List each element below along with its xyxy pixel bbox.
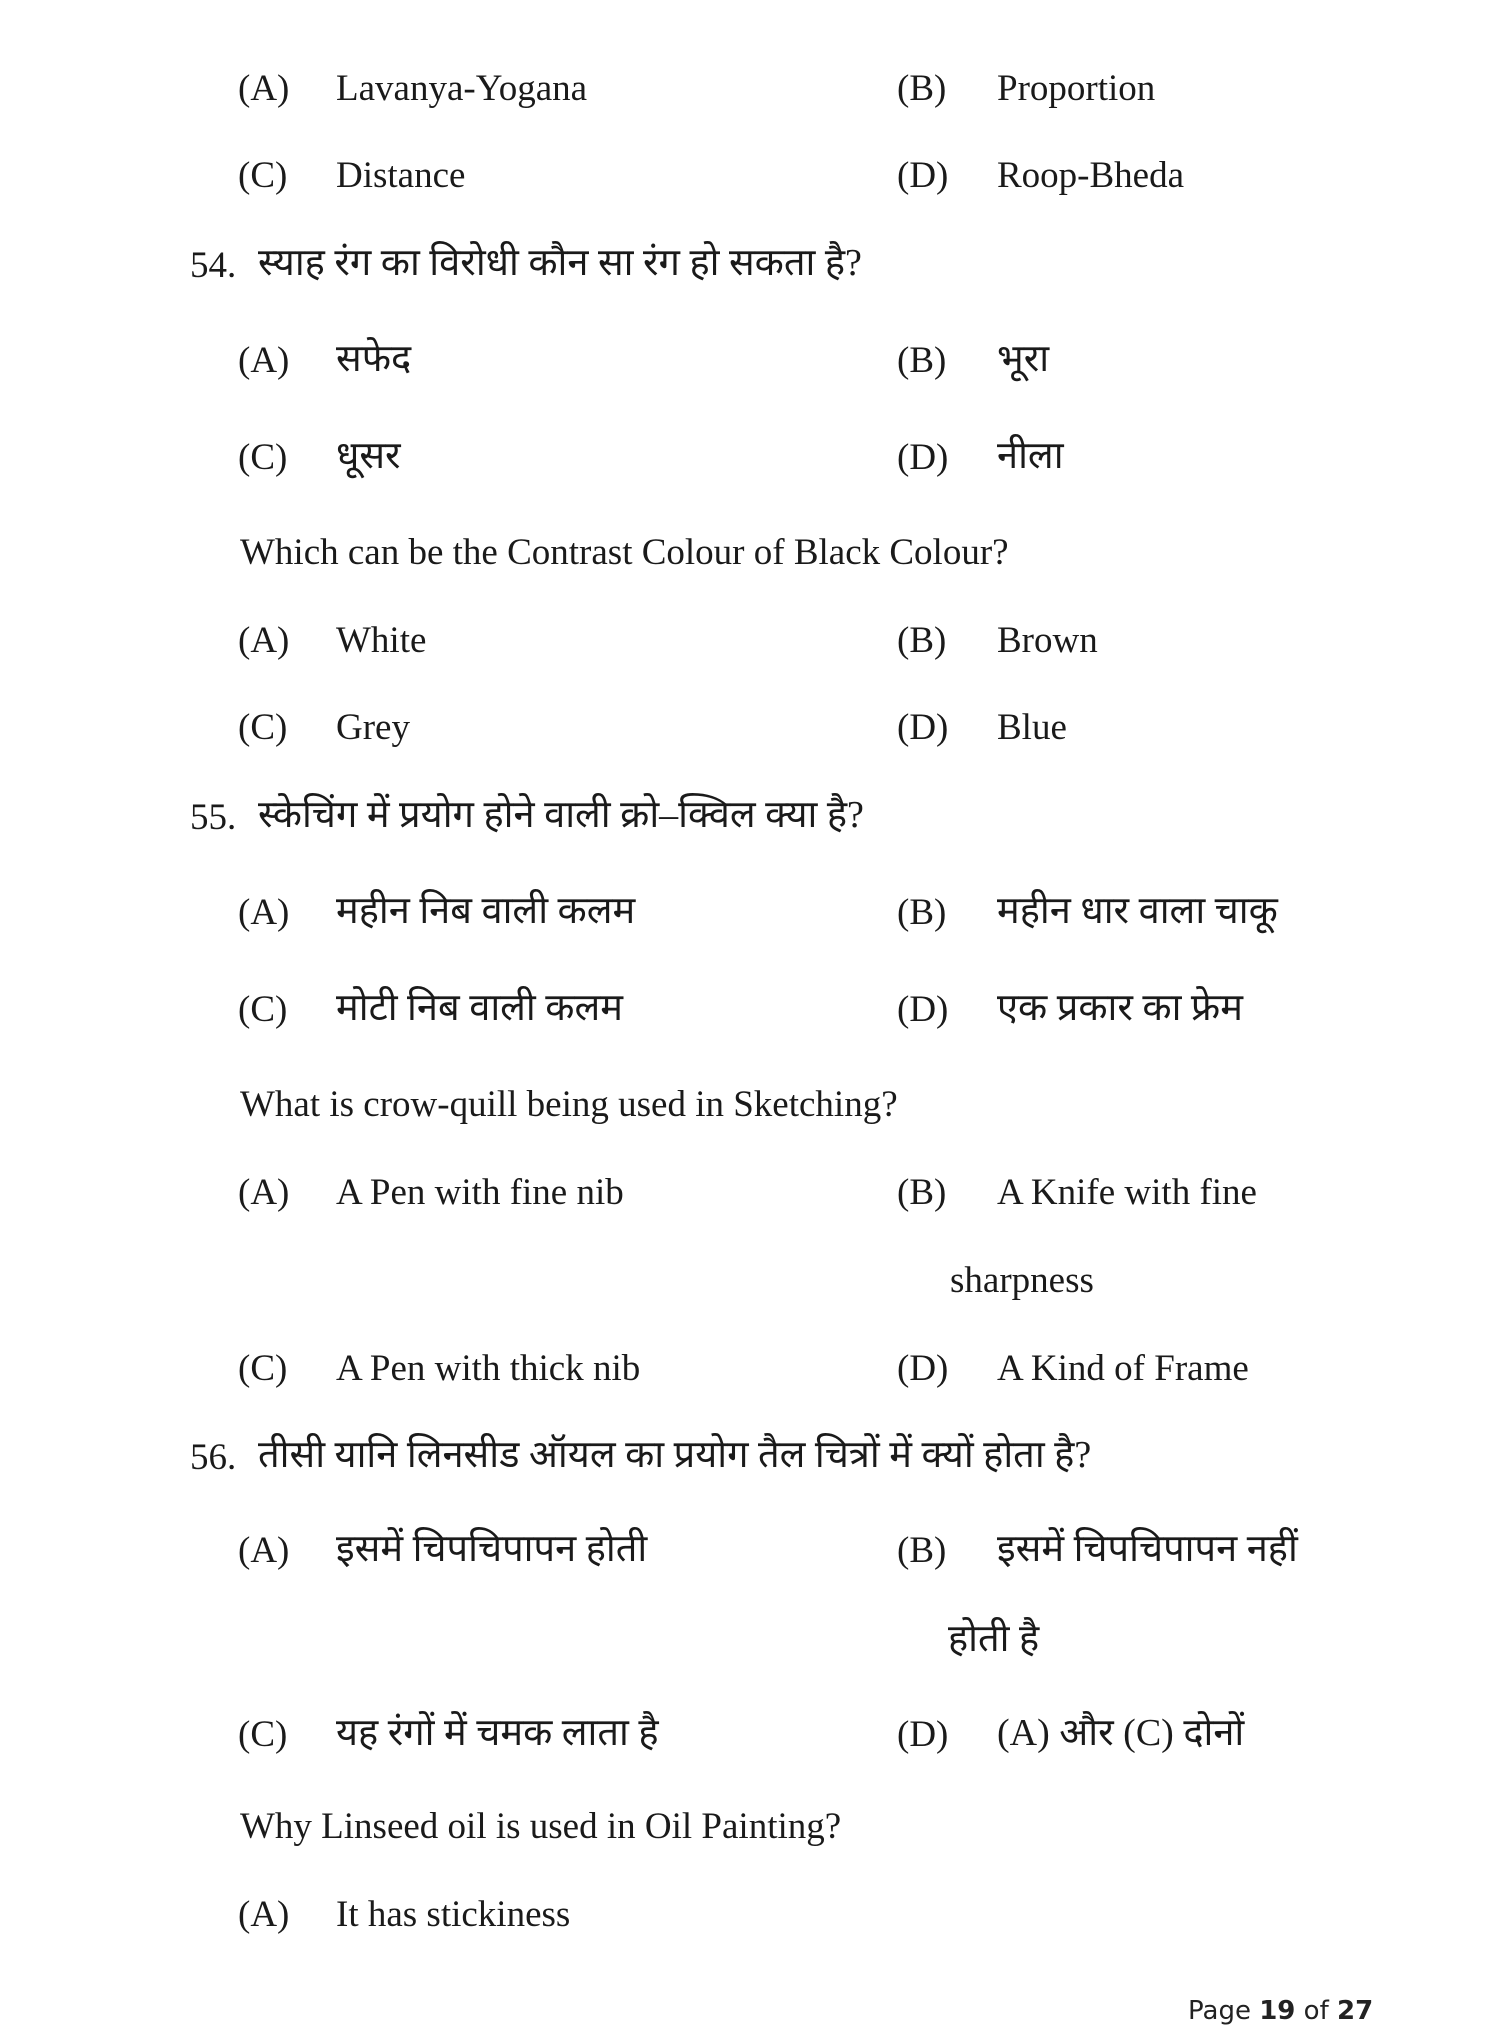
q55-hi-option-c-text: मोटी निब वाली कलम [336, 987, 623, 1029]
q54-en-option-c-label: (C) [238, 707, 288, 748]
q53-option-c-label: (C) [238, 155, 288, 196]
q53-option-a-text: Lavanya-Yogana [336, 68, 588, 109]
q56-hi-option-a-label: (A) [238, 1530, 290, 1571]
q55-hi-option-a-label: (A) [238, 892, 290, 933]
q55-en-option-b-text: A Knife with fine [997, 1172, 1257, 1213]
q56-hi-option-b-text: इसमें चिपचिपापन नहीं [997, 1528, 1298, 1570]
q54-number: 54. [190, 245, 237, 286]
q54-hi-option-c-label: (C) [238, 437, 288, 478]
q53-option-d-label: (D) [897, 155, 949, 196]
q53-option-a-label: (A) [238, 68, 290, 109]
q56-question-hindi: तीसी यानि लिनसीड ऑयल का प्रयोग तैल चित्रों में क्यों होता है? [258, 1434, 1092, 1476]
q54-hi-option-a-label: (A) [238, 340, 290, 381]
q55-number: 55. [190, 797, 237, 838]
q54-en-option-b-text: Brown [997, 620, 1098, 661]
q56-hi-option-b-label: (B) [897, 1530, 947, 1571]
q55-en-option-d-label: (D) [897, 1348, 949, 1389]
q56-question-english: Why Linseed oil is used in Oil Painting? [240, 1806, 842, 1847]
q54-en-option-a-text: White [336, 620, 427, 661]
q55-en-option-c-text: A Pen with thick nib [336, 1348, 641, 1389]
q55-en-option-d-text: A Kind of Frame [997, 1348, 1249, 1389]
q54-hi-option-d-text: नीला [997, 435, 1064, 477]
q56-hi-option-c-label: (C) [238, 1714, 288, 1755]
total-pages: 27 [1337, 1996, 1374, 2026]
q55-en-option-b-label: (B) [897, 1172, 947, 1213]
page-number: 19 [1259, 1996, 1296, 2026]
q55-question-english: What is crow-quill being used in Sketching? [240, 1084, 898, 1125]
page-word: Page [1188, 1996, 1251, 2026]
q56-hi-option-a-text: इसमें चिपचिपापन होती [336, 1528, 648, 1570]
q54-en-option-d-text: Blue [997, 707, 1067, 748]
q54-en-option-c-text: Grey [336, 707, 410, 748]
q55-hi-option-d-label: (D) [897, 989, 949, 1030]
q55-hi-option-d-text: एक प्रकार का फ्रेम [997, 987, 1243, 1029]
q56-hi-option-b-continuation: होती है [948, 1618, 1040, 1660]
q53-option-b-label: (B) [897, 68, 947, 109]
q56-en-option-a-text: It has stickiness [336, 1894, 571, 1935]
q54-hi-option-b-label: (B) [897, 340, 947, 381]
q56-hi-option-d-text: (A) और (C) दोनों [997, 1712, 1245, 1754]
q56-number: 56. [190, 1437, 237, 1478]
q55-hi-option-c-label: (C) [238, 989, 288, 1030]
q55-hi-option-b-text: महीन धार वाला चाकू [997, 890, 1278, 932]
q53-option-d-text: Roop-Bheda [997, 155, 1185, 196]
q54-question-hindi: स्याह रंग का विरोधी कौन सा रंग हो सकता है? [258, 242, 862, 284]
q53-option-c-text: Distance [336, 155, 466, 196]
q55-hi-option-b-label: (B) [897, 892, 947, 933]
q56-hi-option-c-text: यह रंगों में चमक लाता है [336, 1712, 659, 1754]
q55-en-option-a-label: (A) [238, 1172, 290, 1213]
of-word: of [1303, 1996, 1329, 2026]
q54-hi-option-b-text: भूरा [997, 338, 1050, 380]
q56-hi-option-d-label: (D) [897, 1714, 949, 1755]
q55-en-option-a-text: A Pen with fine nib [336, 1172, 624, 1213]
q54-hi-option-c-text: धूसर [336, 435, 401, 477]
q55-question-hindi: स्केचिंग में प्रयोग होने वाली क्रो–क्विल क्या है? [258, 794, 864, 836]
q54-hi-option-a-text: सफेद [336, 338, 412, 380]
q54-hi-option-d-label: (D) [897, 437, 949, 478]
q53-option-b-text: Proportion [997, 68, 1156, 109]
q55-en-option-c-label: (C) [238, 1348, 288, 1389]
q54-question-english: Which can be the Contrast Colour of Black Colour? [240, 532, 1009, 573]
q55-hi-option-a-text: महीन निब वाली कलम [336, 890, 636, 932]
q54-en-option-b-label: (B) [897, 620, 947, 661]
page-footer [1188, 1996, 1373, 2026]
q54-en-option-a-label: (A) [238, 620, 290, 661]
q55-en-option-b-continuation: sharpness [950, 1260, 1094, 1301]
q56-en-option-a-label: (A) [238, 1894, 290, 1935]
q54-en-option-d-label: (D) [897, 707, 949, 748]
